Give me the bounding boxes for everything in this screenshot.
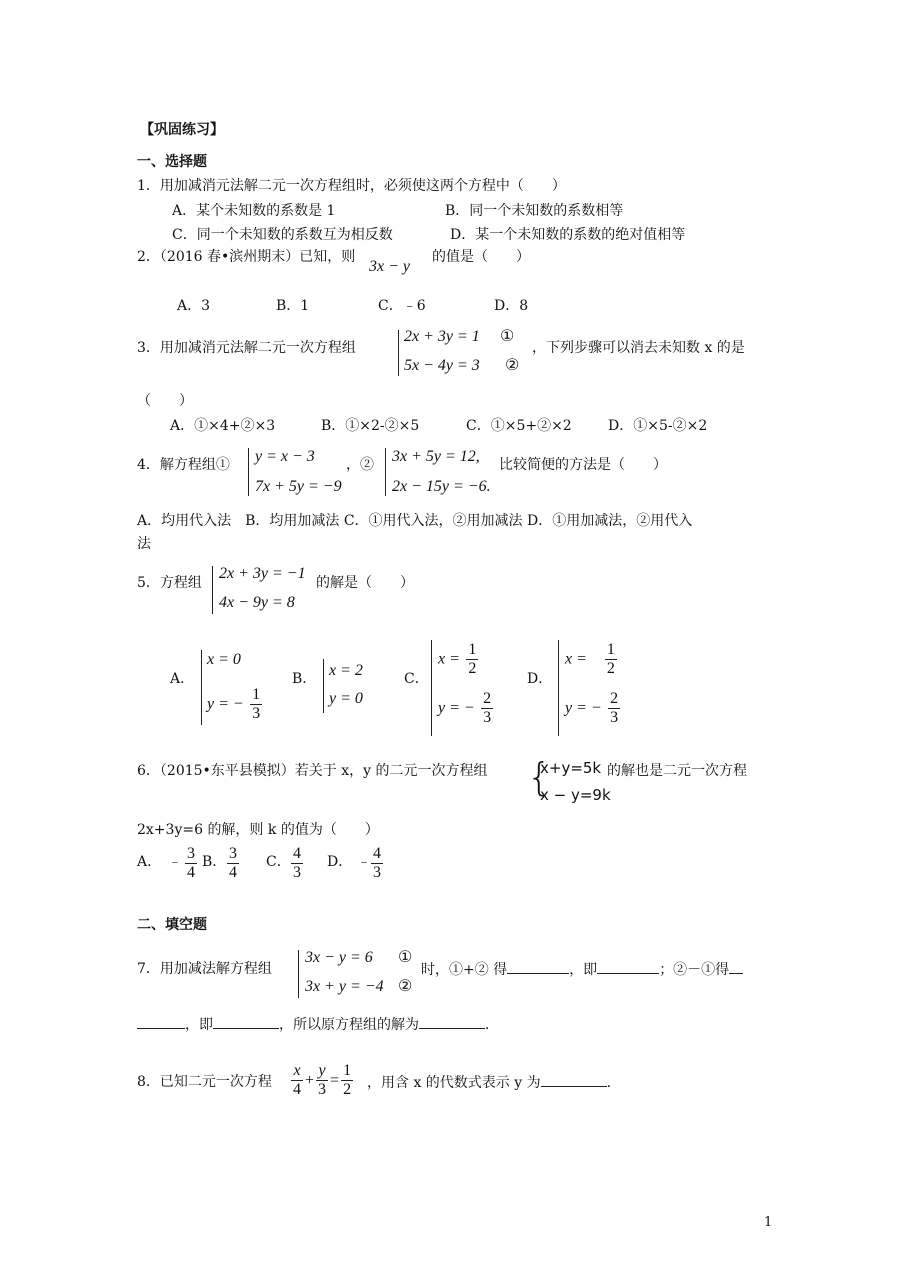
q6-option-d-den: 3 (373, 864, 381, 881)
q7-blank-3-end[interactable] (137, 1014, 185, 1029)
q6-option-b-label: B． (202, 854, 227, 870)
q5-option-d-x-pre: x = (565, 650, 591, 668)
q3-option-c: C．①×5+②×2 (466, 418, 572, 434)
q6-option-a-den: 4 (187, 864, 195, 881)
q6-option-c-num: 4 (293, 845, 301, 862)
practice-header: 【巩固练习】 (140, 122, 224, 138)
q5-option-c-y-num: 2 (483, 690, 492, 707)
q8-fraction-3-den: 2 (343, 1081, 352, 1098)
q7-blank-3-start[interactable] (729, 959, 743, 974)
q3-stem-post: ，下列步骤可以消去未知数 x 的是 (532, 340, 745, 356)
q5-option-b-y: y = 0 (329, 690, 363, 707)
q6-option-b-value (225, 845, 241, 882)
q7-mark-1: ① (398, 949, 413, 966)
q5-option-d-x-den: 2 (606, 660, 615, 677)
q5-option-c-y-pre: y = − (438, 699, 475, 717)
q8-equals: = (330, 1071, 340, 1089)
q8-end: . (606, 1075, 612, 1091)
q7-equation-1: 3x − y = 6 (305, 949, 373, 966)
q7-text-1: 时，①+② 得 (421, 962, 508, 978)
q8-fraction-2 (316, 1062, 328, 1099)
q5-option-c-x-fraction (466, 641, 478, 678)
q5-option-c-y-den: 3 (483, 709, 492, 726)
q5-option-d-brace (558, 640, 559, 736)
q5-option-a-y-pre: y = − (207, 695, 244, 713)
q6-stem-post: 的解也是二元一次方程 (607, 763, 747, 779)
q3-stem-pre: 3．用加减消元法解二元一次方程组 (137, 340, 356, 356)
q6-option-d-fraction (371, 845, 383, 882)
q8-fraction-2-num: y (318, 1062, 326, 1079)
q6-option-a-value (183, 845, 199, 882)
q7-text-2: ，即 (569, 962, 598, 978)
q5-option-c-x (438, 641, 480, 678)
q4-options-wrap: 法 (137, 536, 151, 552)
q7-text-5: ，所以原方程组的解为 (279, 1017, 419, 1033)
q5-option-c-x-num: 1 (468, 641, 477, 658)
q5-option-b-brace (323, 659, 324, 713)
q6-option-c-label: C． (266, 854, 291, 870)
q5-equation-1: 2x + 3y = −1 (219, 565, 306, 582)
q7-blank-4[interactable] (213, 1014, 279, 1029)
q8-fraction-2-den: 3 (318, 1081, 327, 1098)
q5-option-a-y (207, 686, 264, 723)
q5-option-b-label: B． (292, 671, 317, 687)
q6-option-d-value (369, 845, 385, 882)
q5-option-a-x: x = 0 (207, 651, 241, 668)
q8-fraction-1 (291, 1062, 303, 1099)
q5-option-b-x: x = 2 (329, 662, 363, 679)
q6-option-a-label: A． (137, 854, 162, 870)
q7-blank-5[interactable] (419, 1014, 485, 1029)
q3-equation-2: 5x − 4y = 3 (404, 357, 480, 374)
q5-option-c-x-den: 2 (468, 660, 477, 677)
q7-blank-1[interactable] (507, 959, 569, 974)
q8-plus: + (305, 1071, 315, 1089)
q2-option-c: C．﹣6 (378, 298, 426, 314)
q4-system1-eq2: 7x + 5y = −9 (255, 478, 342, 495)
q4-system2-eq2: 2x − 15y = −6. (392, 478, 491, 495)
q6-option-d-num: 4 (373, 845, 381, 862)
q3-mark-1: ① (500, 328, 515, 345)
q7-brace (298, 950, 299, 998)
q8-fraction-1-num: x (293, 1062, 301, 1079)
q4-stem-post: 比较简便的方法是（ ） (499, 457, 667, 473)
q4-brace-1 (248, 448, 249, 496)
q4-stem-pre: 4．解方程组① (137, 457, 230, 473)
q3-option-a: A．①×4+②×3 (170, 418, 276, 434)
q6-equation-1: x+y=5k (540, 759, 602, 777)
q5-option-d-y-den: 3 (610, 709, 619, 726)
q5-option-c-x-pre: x = (438, 650, 460, 668)
section-choice-title: 一、选择题 (137, 154, 207, 170)
q5-option-c-brace (431, 640, 432, 736)
q3-equation-1: 2x + 3y = 1 (404, 328, 480, 345)
section-fill-title: 二、填空题 (137, 917, 207, 933)
q4-system1-eq1: y = x − 3 (255, 448, 315, 465)
q6-option-d-label: D． (327, 854, 353, 870)
q5-option-c-label: C． (404, 671, 429, 687)
q5-option-a-y-fraction (250, 686, 262, 723)
q4-mid: ，② (346, 457, 374, 473)
q6-option-a-num: 3 (187, 845, 195, 862)
q8-stem-post: ，用含 x 的代数式表示 y 为 (367, 1075, 541, 1091)
q2-stem-pre: 2．（2016 春•滨州期末）已知，则 (137, 249, 356, 265)
q6-option-c-den: 3 (293, 864, 301, 881)
q5-option-d-x-num: 1 (606, 641, 615, 658)
q8-blank[interactable] (541, 1072, 607, 1087)
q7-equation-2: 3x + y = −4 (305, 978, 384, 995)
q2-stem-post: 的值是（ ） (432, 249, 530, 265)
q5-option-d-x (565, 641, 619, 678)
q1-option-d: D．某一个未知数的系数的绝对值相等 (450, 227, 686, 243)
page-number: 1 (764, 1215, 773, 1230)
q5-option-a-y-num: 1 (252, 686, 261, 703)
q6-option-a-sign: ﹣ (168, 854, 182, 870)
q7-text-3: ；②－①得 (659, 962, 730, 978)
q2-option-d: D．8 (494, 298, 529, 314)
q4-system2-eq1: 3x + 5y = 12, (392, 448, 480, 465)
q5-option-a-label: A． (170, 671, 195, 687)
q6-brace: { (527, 755, 552, 799)
q6-option-d-sign: ﹣ (357, 854, 371, 870)
q8-equation (289, 1062, 355, 1099)
q5-option-d-y (565, 690, 622, 727)
q5-option-d-y-pre: y = − (565, 699, 602, 717)
q8-fraction-1-den: 4 (293, 1081, 301, 1098)
q5-option-a-brace (201, 650, 202, 725)
q6-stem-pre: 6．（2015•东平县模拟）若关于 x，y 的二元一次方程组 (137, 763, 488, 779)
q7-line2 (137, 1014, 489, 1035)
q8-stem-pre: 8．已知二元一次方程 (137, 1074, 272, 1090)
q5-option-d-y-fraction (608, 690, 620, 727)
q7-line1 (421, 959, 743, 980)
q6-option-b-num: 3 (229, 845, 237, 862)
q2-option-b: B．1 (276, 298, 310, 314)
q1-option-b: B．同一个未知数的系数相等 (445, 203, 624, 219)
q3-option-b: B．①×2-②×5 (321, 418, 420, 434)
q2-expression: 3x − y (369, 258, 410, 275)
q5-option-a-y-den: 3 (252, 705, 261, 722)
q5-option-d-x-fraction (605, 641, 617, 678)
q5-option-d-label: D． (527, 671, 553, 687)
q7-stem-pre: 7．用加减法解方程组 (137, 961, 272, 977)
q6-option-b-den: 4 (229, 864, 237, 881)
q5-brace (212, 566, 213, 614)
q5-stem-post: 的解是（ ） (316, 575, 414, 591)
q3-answer-paren: （ ） (137, 393, 193, 409)
q7-text-6: . (485, 1017, 490, 1033)
q6-option-c-fraction (291, 845, 303, 882)
q8-stem-post-line (367, 1072, 611, 1093)
q4-options: A．均用代入法 B．均用加减法 C．①用代入法，②用加减法 D．①用加减法，②用代入 (137, 513, 693, 529)
q7-mark-2: ② (398, 978, 413, 995)
q5-stem-pre: 5．方程组 (137, 575, 202, 591)
q6-stem-line2: 2x+3y=6 的解，则 k 的值为（ ） (137, 822, 379, 838)
q3-mark-2: ② (505, 357, 520, 374)
q7-text-4: ，即 (185, 1017, 213, 1033)
q1-option-c: C．同一个未知数的系数互为相反数 (172, 227, 393, 243)
q8-fraction-3 (341, 1062, 353, 1099)
q1-stem: 1．用加减消元法解二元一次方程组时，必须使这两个方程中（ ） (137, 178, 566, 194)
q5-option-c-y (438, 690, 495, 727)
q5-option-d-y-num: 2 (610, 690, 619, 707)
q3-brace (398, 330, 399, 376)
q7-blank-2[interactable] (597, 959, 659, 974)
q3-option-d: D．①×5-②×2 (608, 418, 708, 434)
q2-option-a: A．3 (177, 298, 211, 314)
q6-equation-2: x − y=9k (540, 786, 611, 804)
q5-equation-2: 4x − 9y = 8 (219, 594, 295, 611)
q1-option-a: A．某个未知数的系数是 1 (172, 203, 336, 219)
q6-option-b-fraction (227, 845, 239, 882)
q8-fraction-3-num: 1 (343, 1062, 352, 1079)
q6-option-c-value (289, 845, 305, 882)
q5-option-c-y-fraction (481, 690, 493, 727)
q4-brace-2 (385, 448, 386, 496)
q6-option-a-fraction (185, 845, 197, 882)
